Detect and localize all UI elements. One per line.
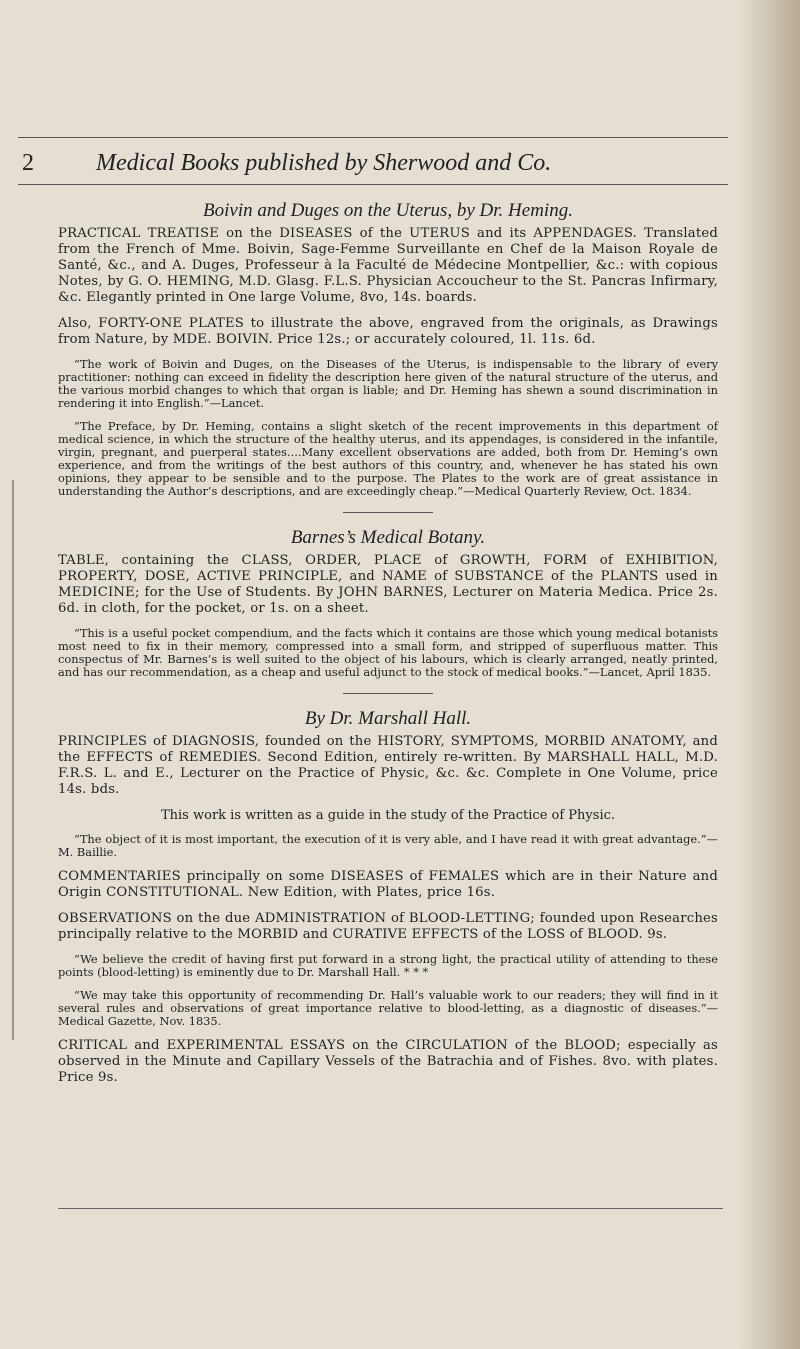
book-entry: PRACTICAL TREATISE on the DISEASES of the UTERUS and its APPENDAGES. Translated from the French of Mme. Boivin, Sage-Femme Surveillante en Chef de la Maison Royale de Santé, &c., and A. Duges, Professeur à la Faculté de Médecine Montpellier, &c.: with copious Notes, by G. O. HEMING, M.D. Glasg. F.L.S. Physician Accoucheur to the St. Pancras Infirmary, &c. Elegantly printed in One large Volume, 8vo, 14s. boards. (58, 226, 718, 305)
running-title: Medical Books published by Sherwood and Co. (96, 150, 552, 176)
margin-line (12, 480, 14, 1040)
header-top-rule (18, 137, 728, 138)
section-divider (343, 512, 433, 513)
running-head (22, 150, 722, 177)
book-note: This work is written as a guide in the study of the Practice of Physic. (160, 808, 616, 823)
page-edge-shadow (740, 0, 800, 1349)
review-quote: “The Preface, by Dr. Heming, contains a slight sketch of the recent improvements in this department of medical science, in which the structure of the healthy uterus, and its appendages, is considered in the infantile, virgin, pregnant, and puerperal states....Many excellent observations are added, both from Dr. Heming’s own experience, and from the writings of the best authors of this country, and, whenever he has stated his own opinions, they appear to be sensible and to the purpose. The Plates to the work are of great assistance in understanding the Author’s descriptions, and are exceedingly cheap.”—Medical Quarterly Review, Oct. 1834. (58, 419, 718, 498)
book-entry: OBSERVATIONS on the due ADMINISTRATION of BLOOD-LETTING; founded upon Researches principally relative to the MORBID and CURATIVE EFFECTS of the LOSS of BLOOD. 9s. (58, 911, 718, 942)
page-content (58, 200, 718, 1096)
review-quote: “We believe the credit of having first put forward in a strong light, the practical utility of attending to these points (blood-letting) is eminently due to Dr. Marshall Hall. * * * (58, 952, 718, 979)
book-entry: TABLE, containing the CLASS, ORDER, PLACE of GROWTH, FORM of EXHIBITION, PROPERTY, DOSE, ACTIVE PRINCIPLE, and NAME of SUBSTANCE of the PLANTS used in MEDICINE; for the Use of Students. By JOHN BARNES, Lecturer on Materia Medica. Price 2s. 6d. in cloth, for the pocket, or 1s. on a sheet. (58, 553, 718, 616)
review-quote: “This is a useful pocket compendium, and the facts which it contains are those which young medical botanists most need to fix in their memory, compressed into a small form, and stripped of superfluous matter. This conspectus of Mr. Barnes’s is well suited to the object of his labours, which is clearly arranged, neatly printed, and has our recommendation, as a cheap and useful adjunct to the stock of medical books.”—Lancet, April 1835. (58, 626, 718, 679)
page-number: 2 (22, 150, 34, 176)
header-bottom-rule (18, 184, 728, 185)
book-entry: COMMENTARIES principally on some DISEASES of FEMALES which are in their Nature and Origin CONSTITUTIONAL. New Edition, with Plates, price 16s. (58, 869, 718, 900)
review-quote: “The object of it is most important, the execution of it is very able, and I have read it with great advantage.”—M. Baillie. (58, 832, 718, 859)
footer-rule (58, 1208, 723, 1209)
review-quote: “We may take this opportunity of recommending Dr. Hall’s valuable work to our readers; they will find in it several rules and observations of great importance relative to blood-letting, as a diagnostic of diseases.”—Medical Gazette, Nov. 1835. (58, 988, 718, 1028)
section-title: By Dr. Marshall Hall. (304, 708, 472, 729)
section-divider (343, 693, 433, 694)
book-entry: PRINCIPLES of DIAGNOSIS, founded on the HISTORY, SYMPTOMS, MORBID ANATOMY, and the EFFECTS of REMEDIES. Second Edition, entirely re-written. By MARSHALL HALL, M.D. F.R.S. L. and E., Lecturer on the Practice of Physic, &c. &c. Complete in One Volume, price 14s. bds. (58, 734, 718, 797)
section-title: Boivin and Duges on the Uterus, by Dr. Heming. (203, 200, 573, 221)
review-quote: “The work of Boivin and Duges, on the Diseases of the Uterus, is indispensable to the library of every practitioner: nothing can exceed in fidelity the description here given of the natural structure of the uterus, and the various morbid changes to which that organ is liable; and Dr. Heming has shewn a sound discrimination in rendering it into English.”—Lancet. (58, 357, 718, 410)
book-entry: Also, FORTY-ONE PLATES to illustrate the above, engraved from the originals, as Drawings from Nature, by MDE. BOIVIN. Price 12s.; or accurately coloured, 1l. 11s. 6d. (58, 316, 718, 347)
book-entry: CRITICAL and EXPERIMENTAL ESSAYS on the CIRCULATION of the BLOOD; especially as observed in the Minute and Capillary Vessels of the Batrachia and of Fishes. 8vo. with plates. Price 9s. (58, 1038, 718, 1085)
section-title: Barnes’s Medical Botany. (290, 527, 486, 548)
